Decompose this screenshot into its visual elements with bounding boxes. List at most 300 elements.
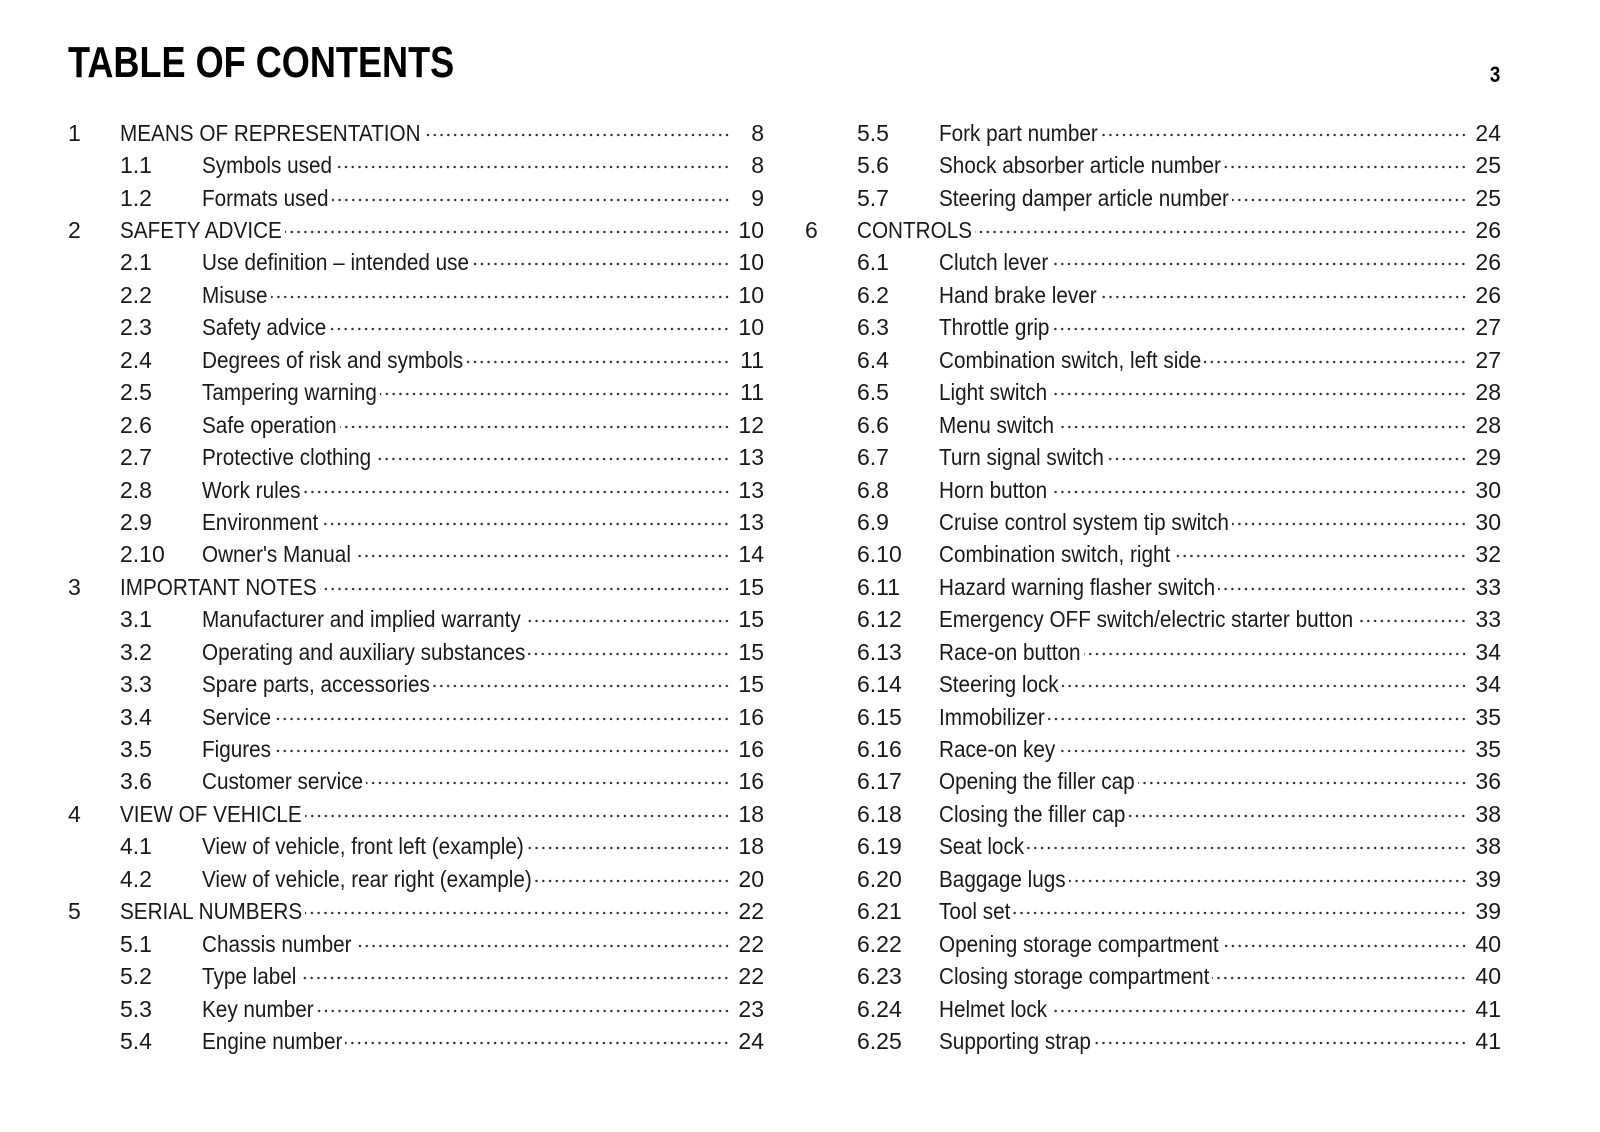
toc-entry-line (202, 282, 764, 309)
toc-entry-title: Race-on button (939, 638, 1081, 665)
toc-entry-line (939, 379, 1501, 406)
toc-entry-page: 14 (738, 541, 764, 568)
toc-section-entry[interactable] (68, 474, 764, 506)
dot-leader (340, 424, 730, 430)
toc-entry-title: Opening the filler cap (939, 768, 1135, 795)
toc-entry-number: 6.11 (857, 573, 901, 600)
toc-entry-page: 25 (1475, 184, 1501, 211)
toc-entry-page: 16 (738, 736, 764, 763)
toc-entry-page: 10 (738, 281, 764, 308)
toc-entry-line (202, 866, 764, 893)
toc-entry-page: 15 (738, 638, 764, 665)
toc-entry-page: 23 (738, 995, 764, 1022)
toc-entry-number: 5.4 (120, 1027, 152, 1054)
toc-section-entry[interactable] (68, 539, 764, 571)
toc-section-entry[interactable] (68, 993, 764, 1025)
toc-entry-number: 4.1 (120, 833, 152, 860)
toc-chapter-entry[interactable] (805, 214, 1501, 246)
toc-entry-number: 6.16 (857, 736, 902, 763)
dot-leader (329, 326, 730, 332)
toc-entry-page: 36 (1475, 768, 1501, 795)
toc-entry-line (120, 801, 764, 828)
toc-entry-title: Misuse (202, 281, 268, 308)
toc-entry-title: Steering damper article number (939, 184, 1229, 211)
dot-leader (1052, 326, 1467, 332)
toc-entry-page: 41 (1475, 995, 1501, 1022)
toc-entry-title: Owner's Manual (202, 541, 351, 568)
toc-entry-line (939, 801, 1501, 828)
toc-entry-line (202, 704, 764, 731)
dot-leader (1058, 748, 1467, 754)
toc-section-entry[interactable] (68, 636, 764, 668)
toc-entry-title: MEANS OF REPRESENTATION (120, 119, 421, 146)
toc-entry-page: 16 (738, 768, 764, 795)
toc-entry-title: Closing the filler cap (939, 800, 1126, 827)
dot-leader (366, 780, 730, 786)
dot-leader (1212, 975, 1467, 981)
toc-section-entry[interactable] (805, 668, 1501, 700)
toc-entry-number: 6.4 (857, 346, 889, 373)
toc-entry-page: 11 (740, 379, 764, 406)
toc-entry-number: 2.10 (120, 541, 165, 568)
toc-entry-title: Closing storage compartment (939, 963, 1210, 990)
toc-chapter-entry[interactable] (68, 117, 764, 149)
toc-entry-page: 30 (1475, 508, 1501, 535)
toc-entry-title: Customer service (202, 768, 364, 795)
toc-section-entry[interactable] (805, 928, 1501, 960)
toc-entry-title: Work rules (202, 476, 301, 503)
toc-entry-line (202, 314, 764, 341)
toc-entry-line (939, 282, 1501, 309)
toc-entry-page: 20 (738, 865, 764, 892)
toc-entry-line (202, 671, 764, 698)
toc-entry-page: 22 (738, 898, 764, 925)
toc-entry-page: 33 (1475, 606, 1501, 633)
dot-leader (1094, 1040, 1467, 1046)
toc-section-entry[interactable] (68, 409, 764, 441)
toc-section-entry[interactable] (68, 701, 764, 733)
toc-chapter-entry[interactable] (68, 214, 764, 246)
dot-leader (975, 229, 1467, 235)
toc-entry-title: Symbols used (202, 152, 333, 179)
toc-entry-line (202, 833, 764, 860)
dot-leader (1050, 489, 1467, 495)
toc-entry-page: 8 (751, 119, 764, 146)
toc-chapter-entry[interactable] (68, 798, 764, 830)
toc-entry-line (939, 347, 1501, 374)
toc-entry-title: Formats used (202, 184, 329, 211)
toc-entry-number: 6.18 (857, 800, 902, 827)
toc-section-entry[interactable] (68, 247, 764, 279)
toc-entry-title: View of vehicle, front left (example) (202, 833, 524, 860)
toc-entry-title: Operating and auxiliary substances (202, 638, 526, 665)
toc-entry-number: 6.22 (857, 930, 902, 957)
toc-entry-title: Engine number (202, 1027, 343, 1054)
toc-entry-line (202, 606, 764, 633)
dot-leader (1084, 651, 1467, 657)
toc-entry-title: Protective clothing (202, 444, 372, 471)
toc-entry-number: 3.5 (120, 736, 152, 763)
dot-leader (1204, 359, 1467, 365)
dot-leader (424, 132, 730, 138)
toc-entry-line (939, 444, 1501, 471)
toc-entry-line (939, 185, 1501, 212)
toc-entry-title: VIEW OF VEHICLE (120, 800, 302, 827)
toc-entry-line (939, 736, 1501, 763)
dot-leader (1027, 845, 1467, 851)
toc-entry-title: Type label (202, 963, 297, 990)
toc-entry-number: 5.1 (120, 930, 152, 957)
dot-leader (274, 716, 730, 722)
dot-leader (271, 294, 730, 300)
toc-section-entry[interactable] (68, 766, 764, 798)
toc-entry-line (939, 509, 1501, 536)
toc-entry-number: 3.6 (120, 768, 152, 795)
toc-entry-line (939, 639, 1501, 666)
toc-entry-page: 15 (738, 573, 764, 600)
toc-section-entry[interactable] (68, 863, 764, 895)
toc-entry-title: Combination switch, left side (939, 346, 1202, 373)
dot-leader (1050, 391, 1467, 397)
toc-entry-line (939, 996, 1501, 1023)
toc-entry-title: Turn signal switch (939, 444, 1104, 471)
toc-entry-page: 13 (738, 508, 764, 535)
toc-entry-line (939, 671, 1501, 698)
dot-leader (320, 586, 730, 592)
toc-entry-page: 41 (1475, 1027, 1501, 1054)
toc-entry-title: Figures (202, 736, 272, 763)
toc-entry-line (939, 477, 1501, 504)
toc-section-entry[interactable] (805, 182, 1501, 214)
toc-entry-page: 11 (740, 346, 764, 373)
toc-entry-title: Use definition – intended use (202, 249, 469, 276)
toc-entry-number: 6.25 (857, 1027, 902, 1054)
toc-entry-title: Spare parts, accessories (202, 671, 430, 698)
dot-leader (1013, 910, 1467, 916)
toc-entry-line (939, 574, 1501, 601)
toc-entry-number: 6.12 (857, 606, 902, 633)
toc-section-entry[interactable] (68, 279, 764, 311)
toc-entry-line (939, 833, 1501, 860)
toc-entry-number: 5.6 (857, 152, 889, 179)
toc-entry-page: 28 (1475, 379, 1501, 406)
dot-leader (1224, 164, 1467, 170)
toc-section-entry[interactable] (805, 863, 1501, 895)
toc-entry-title: Chassis number (202, 930, 352, 957)
toc-section-entry[interactable] (68, 344, 764, 376)
toc-entry-page: 9 (751, 184, 764, 211)
toc-entry-number: 2.3 (120, 314, 152, 341)
toc-entry-title: Race-on key (939, 736, 1056, 763)
toc-section-entry[interactable] (805, 831, 1501, 863)
toc-entry-title: Tampering warning (202, 379, 377, 406)
toc-entry-number: 1.1 (120, 152, 152, 179)
toc-entry-title: Shock absorber article number (939, 152, 1221, 179)
toc-entry-page: 34 (1475, 671, 1501, 698)
dot-leader (527, 845, 730, 851)
toc-entry-page: 39 (1475, 898, 1501, 925)
toc-entry-title: Baggage lugs (939, 865, 1066, 892)
toc-section-entry[interactable] (805, 474, 1501, 506)
toc-section-entry[interactable] (805, 279, 1501, 311)
toc-entry-line (202, 444, 764, 471)
dot-leader (354, 553, 730, 559)
toc-section-entry[interactable] (68, 377, 764, 409)
toc-chapter-entry[interactable] (68, 571, 764, 603)
toc-entry-line (202, 1028, 764, 1055)
toc-entry-line (939, 249, 1501, 276)
toc-entry-number: 6.19 (857, 833, 902, 860)
toc-entry-number: 2.5 (120, 379, 152, 406)
dot-leader (1128, 813, 1467, 819)
toc-chapter-entry[interactable] (68, 896, 764, 928)
toc-entry-title: Opening storage compartment (939, 930, 1219, 957)
toc-entry-page: 10 (738, 314, 764, 341)
toc-entry-page: 33 (1475, 573, 1501, 600)
toc-entry-page: 25 (1475, 152, 1501, 179)
dot-leader (355, 943, 730, 949)
toc-entry-title: Manufacturer and implied warranty (202, 606, 521, 633)
dot-leader (332, 197, 730, 203)
toc-section-entry[interactable] (68, 928, 764, 960)
toc-entry-line (202, 412, 764, 439)
toc-entry-line (202, 541, 764, 568)
toc-entry-number: 5.7 (857, 184, 889, 211)
toc-entry-title: Helmet lock (939, 995, 1048, 1022)
toc-section-entry[interactable] (68, 960, 764, 992)
toc-entry-title: Key number (202, 995, 314, 1022)
toc-entry-page: 10 (738, 217, 764, 244)
dot-leader (472, 261, 730, 267)
toc-entry-line (202, 509, 764, 536)
toc-section-entry[interactable] (805, 539, 1501, 571)
toc-entry-line (202, 963, 764, 990)
toc-entry-number: 6.13 (857, 638, 902, 665)
toc-entry-page: 15 (738, 671, 764, 698)
toc-entry-line (202, 477, 764, 504)
toc-section-entry[interactable] (805, 149, 1501, 181)
toc-entry-page: 26 (1475, 217, 1501, 244)
toc-entry-number: 2.7 (120, 444, 152, 471)
toc-entry-title: Tool set (939, 898, 1011, 925)
toc-entry-number: 6.2 (857, 281, 889, 308)
dot-leader (1173, 553, 1467, 559)
toc-entry-number: 6.7 (857, 444, 889, 471)
dot-leader (285, 229, 730, 235)
toc-entry-number: 3 (68, 573, 81, 600)
dot-leader (524, 618, 730, 624)
toc-section-entry[interactable] (805, 344, 1501, 376)
dot-leader (528, 651, 730, 657)
toc-entry-number: 6.3 (857, 314, 889, 341)
toc-entry-number: 6.1 (857, 249, 889, 276)
toc-section-entry[interactable] (805, 1025, 1501, 1057)
toc-entry-number: 6.14 (857, 671, 902, 698)
toc-section-entry[interactable] (68, 441, 764, 473)
toc-entry-line (939, 120, 1501, 147)
toc-entry-number: 2.9 (120, 508, 152, 535)
toc-entry-number: 2.2 (120, 281, 152, 308)
toc-entry-title: Throttle grip (939, 314, 1050, 341)
dot-leader (1356, 618, 1467, 624)
toc-entry-number: 3.2 (120, 638, 152, 665)
toc-section-entry[interactable] (68, 1025, 764, 1057)
dot-leader (335, 164, 730, 170)
page-number: 3 (1489, 62, 1500, 87)
toc-entry-page: 27 (1475, 346, 1501, 373)
toc-entry-line (202, 152, 764, 179)
toc-entry-number: 5.5 (857, 119, 889, 146)
toc-entry-number: 6.8 (857, 476, 889, 503)
toc-section-entry[interactable] (805, 409, 1501, 441)
dot-leader (305, 813, 730, 819)
toc-section-entry[interactable] (805, 571, 1501, 603)
dot-leader (317, 1008, 730, 1014)
toc-entry-title: Hazard warning flasher switch (939, 573, 1216, 600)
toc-entry-page: 12 (738, 411, 764, 438)
toc-entry-page: 16 (738, 703, 764, 730)
toc-entry-page: 40 (1475, 963, 1501, 990)
toc-section-entry[interactable] (68, 668, 764, 700)
toc-entry-line (939, 1028, 1501, 1055)
toc-entry-title: Degrees of risk and symbols (202, 346, 464, 373)
dot-leader (1107, 456, 1467, 462)
toc-section-entry[interactable] (805, 247, 1501, 279)
toc-entry-page: 27 (1475, 314, 1501, 341)
toc-entry-title: Fork part number (939, 119, 1098, 146)
toc-entry-line (939, 152, 1501, 179)
toc-entry-line (202, 736, 764, 763)
toc-section-entry[interactable] (68, 506, 764, 538)
toc-entry-title: Menu switch (939, 411, 1055, 438)
toc-section-entry[interactable] (805, 733, 1501, 765)
toc-section-entry[interactable] (805, 993, 1501, 1025)
toc-entry-title: View of vehicle, rear right (example) (202, 865, 532, 892)
toc-entry-number: 6.24 (857, 995, 902, 1022)
toc-entry-page: 22 (738, 963, 764, 990)
dot-leader (1050, 1008, 1467, 1014)
toc-entry-page: 38 (1475, 833, 1501, 860)
toc-entry-number: 2.1 (120, 249, 152, 276)
toc-entry-line (939, 898, 1501, 925)
toc-entry-title: Clutch lever (939, 249, 1049, 276)
toc-entry-line (939, 963, 1501, 990)
toc-entry-line (939, 768, 1501, 795)
toc-section-entry[interactable] (68, 149, 764, 181)
toc-entry-line (202, 185, 764, 212)
toc-entry-number: 3.3 (120, 671, 152, 698)
toc-entry-line (120, 898, 764, 925)
toc-entry-line (939, 866, 1501, 893)
toc-section-entry[interactable] (805, 604, 1501, 636)
toc-section-entry[interactable] (805, 441, 1501, 473)
toc-entry-number: 6.23 (857, 963, 902, 990)
dot-leader (433, 683, 730, 689)
toc-section-entry[interactable] (805, 766, 1501, 798)
toc-entry-number: 2.4 (120, 346, 152, 373)
toc-section-entry[interactable] (805, 377, 1501, 409)
dot-leader (274, 748, 730, 754)
toc-section-entry[interactable] (68, 182, 764, 214)
toc-entry-page: 8 (751, 152, 764, 179)
toc-entry-number: 1.2 (120, 184, 152, 211)
toc-entry-line (202, 931, 764, 958)
toc-entry-title: Horn button (939, 476, 1048, 503)
dot-leader (1051, 261, 1467, 267)
dot-leader (305, 910, 730, 916)
toc-section-entry[interactable] (805, 896, 1501, 928)
toc-entry-title: Cruise control system tip switch (939, 508, 1229, 535)
toc-section-entry[interactable] (805, 506, 1501, 538)
toc-entry-page: 35 (1475, 736, 1501, 763)
dot-leader (345, 1040, 730, 1046)
toc-entry-number: 6.6 (857, 411, 889, 438)
toc-section-entry[interactable] (805, 960, 1501, 992)
toc-entry-page: 18 (738, 800, 764, 827)
toc-entry-page: 40 (1475, 930, 1501, 957)
dot-leader (321, 521, 730, 527)
dot-leader (374, 456, 730, 462)
page-title: TABLE OF CONTENTS (68, 38, 455, 87)
toc-entry-page: 24 (738, 1027, 764, 1054)
toc-entry-page: 26 (1475, 281, 1501, 308)
toc-entry-line (939, 704, 1501, 731)
toc-entry-title: Hand brake lever (939, 281, 1097, 308)
toc-entry-line (120, 120, 764, 147)
toc-left-column (68, 117, 764, 1058)
toc-section-entry[interactable] (805, 117, 1501, 149)
dot-leader (1232, 197, 1467, 203)
toc-entry-number: 5 (68, 898, 81, 925)
toc-entry-line (120, 217, 764, 244)
dot-leader (304, 489, 730, 495)
toc-entry-title: Immobilizer (939, 703, 1045, 730)
toc-section-entry[interactable] (68, 831, 764, 863)
toc-entry-title: SAFETY ADVICE (120, 217, 282, 244)
dot-leader (1222, 943, 1467, 949)
toc-entry-page: 34 (1475, 638, 1501, 665)
toc-entry-number: 3.4 (120, 703, 152, 730)
toc-entry-title: Supporting strap (939, 1027, 1091, 1054)
toc-entry-page: 22 (738, 930, 764, 957)
toc-section-entry[interactable] (805, 312, 1501, 344)
toc-section-entry[interactable] (68, 604, 764, 636)
toc-entry-title: Steering lock (939, 671, 1059, 698)
toc-entry-number: 6.21 (857, 898, 902, 925)
toc-entry-number: 6.17 (857, 768, 902, 795)
toc-section-entry[interactable] (68, 312, 764, 344)
toc-entry-line (202, 347, 764, 374)
toc-entry-title: Service (202, 703, 272, 730)
toc-entry-title: CONTROLS (857, 217, 973, 244)
toc-entry-line (939, 931, 1501, 958)
dot-leader (1100, 294, 1467, 300)
toc-entry-number: 2.8 (120, 476, 152, 503)
toc-entry-title: Light switch (939, 379, 1048, 406)
toc-section-entry[interactable] (805, 798, 1501, 830)
toc-section-entry[interactable] (68, 733, 764, 765)
dot-leader (1232, 521, 1467, 527)
toc-entry-number: 2 (68, 217, 81, 244)
toc-entry-title: Combination switch, right (939, 541, 1171, 568)
dot-leader (1138, 780, 1467, 786)
toc-section-entry[interactable] (805, 701, 1501, 733)
toc-section-entry[interactable] (805, 636, 1501, 668)
toc-entry-page: 35 (1475, 703, 1501, 730)
toc-entry-number: 2.6 (120, 411, 152, 438)
dot-leader (1062, 683, 1467, 689)
toc-entry-page: 38 (1475, 800, 1501, 827)
